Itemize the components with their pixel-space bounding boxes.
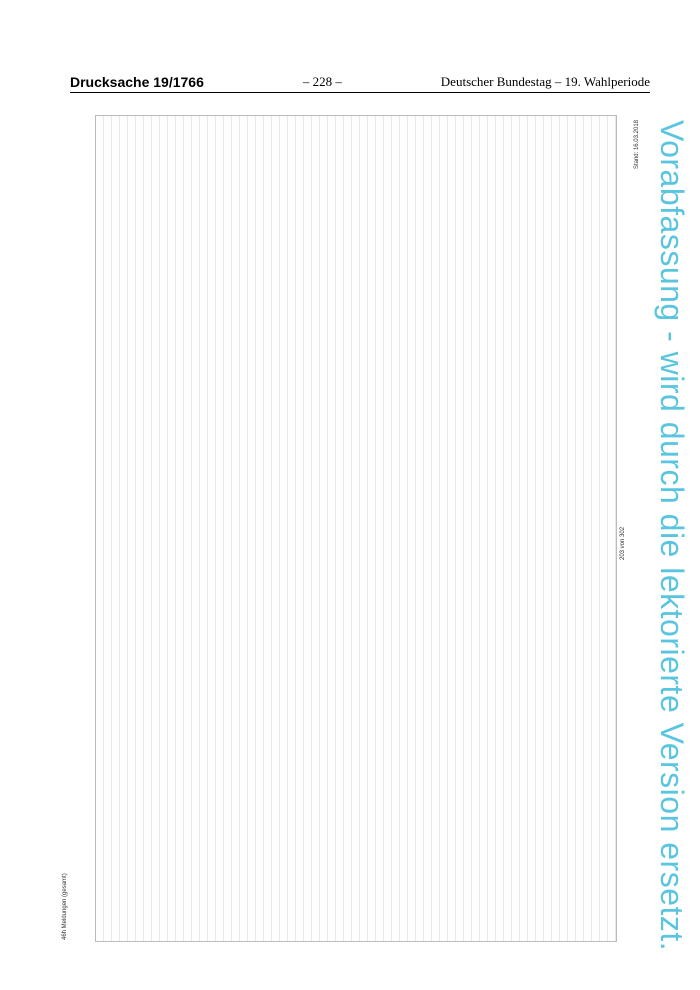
page-count-note: 203 von 302 [620, 526, 626, 560]
drucksache-label: Drucksache 19/ [70, 74, 173, 90]
transport-table [95, 115, 617, 942]
left-margin-note: 46h Meldungen (gesamt) [62, 873, 68, 940]
watermark: Vorabfassung - wird durch die lektorierte Version ersetzt. [654, 120, 690, 952]
stand-note: Stand: 16.03.2018 [634, 120, 640, 170]
page-header [70, 68, 650, 90]
drucksache-id: 1766 [172, 74, 204, 90]
page-number: – 228 – [302, 74, 342, 89]
publisher: Deutscher Bundestag – 19. Wahlperiode [440, 74, 650, 89]
drucksache-number [70, 74, 204, 90]
header-rule [70, 92, 650, 93]
